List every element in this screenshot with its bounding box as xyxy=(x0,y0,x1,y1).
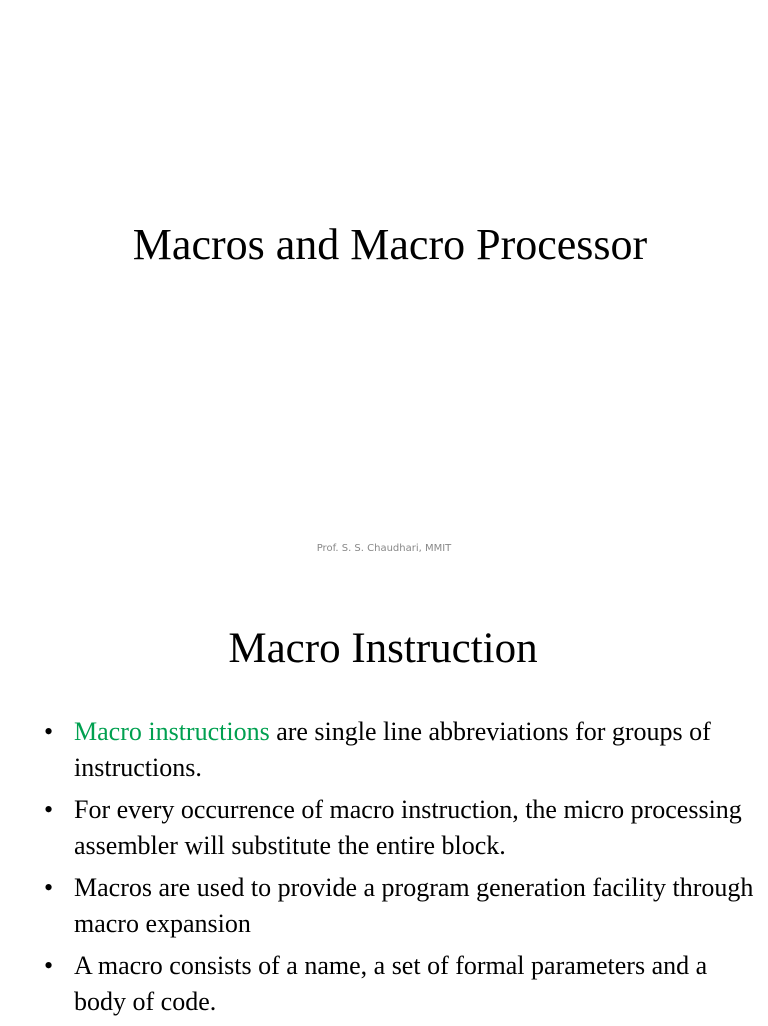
bullet-text: are single line abbreviations for groups of instructions. xyxy=(74,717,711,782)
bullet-item xyxy=(44,714,756,786)
slide-footer: Prof. S. S. Chaudhari, MMIT xyxy=(316,543,452,554)
slide-title: Macro Instruction xyxy=(228,625,538,672)
bullet-icon: • xyxy=(44,873,54,902)
bullet-icon: • xyxy=(44,795,54,824)
bullet-item xyxy=(44,870,756,942)
bullet-text: For every occurrence of macro instruction, the micro processing assembler will substitute the entire block. xyxy=(74,795,742,860)
bullet-icon: • xyxy=(44,717,54,746)
bullet-text: Macros are used to provide a program generation facility through macro expansion xyxy=(74,873,754,938)
bullet-item xyxy=(44,948,756,1020)
bullet-item xyxy=(44,792,756,864)
bullet-list xyxy=(44,714,756,1026)
bullet-text: A macro consists of a name, a set of formal parameters and a body of code. xyxy=(74,951,708,1016)
content-slide xyxy=(0,580,768,1024)
slide-title: Macros and Macro Processor xyxy=(132,220,648,269)
bullet-icon: • xyxy=(44,951,54,980)
highlight-term: Macro instructions xyxy=(74,717,270,746)
